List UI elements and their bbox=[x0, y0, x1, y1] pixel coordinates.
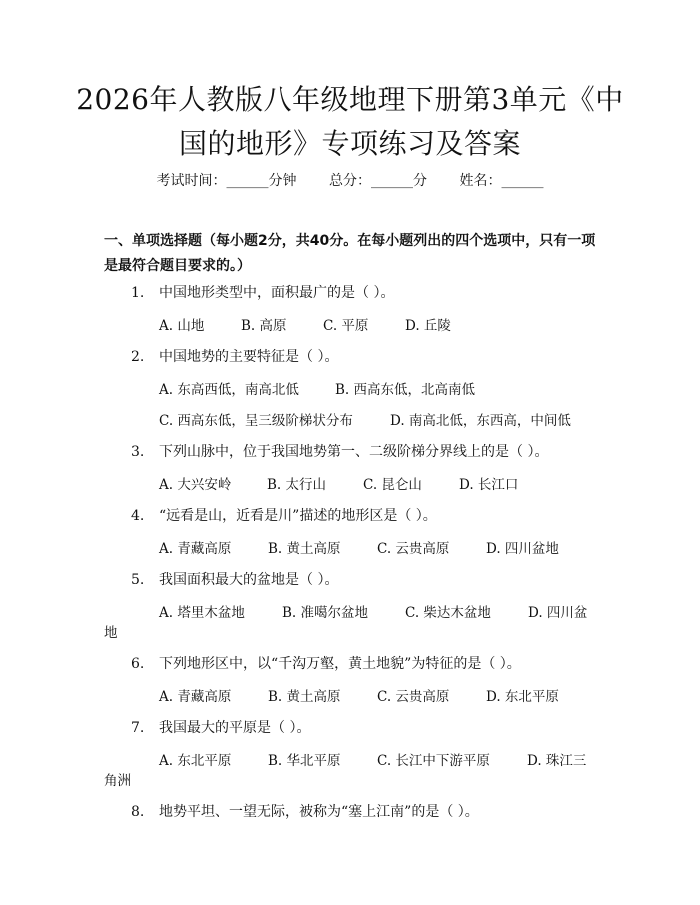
exam-name: 姓名：______ bbox=[459, 173, 544, 189]
question-5-option-d-wrap: 地 bbox=[104, 625, 118, 641]
option-a: A. 山地 bbox=[159, 318, 205, 334]
question-4-options bbox=[159, 537, 559, 557]
option-b: B. 黄土高原 bbox=[268, 541, 341, 557]
option-c: C. 昆仑山 bbox=[363, 477, 422, 493]
question-5-options bbox=[159, 601, 587, 621]
question-number: 1. bbox=[131, 285, 145, 301]
option-a: A. 塔里木盆地 bbox=[159, 605, 245, 621]
option-b: B. 准噶尔盆地 bbox=[282, 605, 369, 621]
option-a: A. 青藏高原 bbox=[159, 689, 232, 705]
option-d: D. 东北平原 bbox=[486, 689, 559, 705]
option-b: B. 黄土高原 bbox=[268, 689, 341, 705]
option-c: C. 柴达木盆地 bbox=[405, 605, 491, 621]
question-number: 5. bbox=[131, 572, 145, 588]
question-text: 中国地形类型中，面积最广的是（ ）。 bbox=[159, 285, 395, 301]
question-3-options bbox=[159, 473, 518, 493]
question-number: 8. bbox=[131, 804, 145, 820]
option-d: D. 长江口 bbox=[459, 477, 519, 493]
question-2-options-row-2 bbox=[159, 409, 571, 429]
option-b: B. 高原 bbox=[241, 318, 287, 334]
question-text: 我国最大的平原是（ ）。 bbox=[159, 720, 311, 736]
question-text: 下列地形区中，以“千沟万壑，黄土地貌”为特征的是（ ）。 bbox=[159, 656, 521, 672]
question-4 bbox=[131, 505, 437, 525]
question-5 bbox=[131, 569, 338, 589]
option-d: D. 南高北低，东西高，中间低 bbox=[390, 413, 571, 429]
option-d: D. 四川盆 bbox=[528, 605, 588, 621]
option-c: C. 云贵高原 bbox=[377, 541, 450, 557]
option-c: C. 云贵高原 bbox=[377, 689, 450, 705]
question-number: 3. bbox=[131, 444, 145, 460]
option-c: C. 长江中下游平原 bbox=[377, 753, 490, 769]
option-a: A. 东北平原 bbox=[159, 753, 232, 769]
question-text: 下列山脉中，位于我国地势第一、二级阶梯分界线上的是（ ）。 bbox=[159, 444, 549, 460]
question-8 bbox=[131, 801, 479, 821]
question-7-options bbox=[159, 749, 586, 769]
option-b: B. 太行山 bbox=[267, 477, 327, 493]
question-2-options-row-1 bbox=[159, 378, 475, 398]
option-c: C. 西高东低，呈三级阶梯状分布 bbox=[159, 413, 353, 429]
question-number: 4. bbox=[131, 508, 145, 524]
option-b: B. 华北平原 bbox=[268, 753, 341, 769]
option-b: B. 西高东低，北高南低 bbox=[335, 382, 476, 398]
option-a: A. 东高西低，南高北低 bbox=[159, 382, 299, 398]
option-d: D. 丘陵 bbox=[405, 318, 451, 334]
question-number: 7. bbox=[131, 720, 145, 736]
question-text: “远看是山，近看是川”描述的地形区是（ ）。 bbox=[159, 508, 437, 524]
question-text: 我国面积最大的盆地是（ ）。 bbox=[159, 572, 339, 588]
question-7-option-d-wrap: 角洲 bbox=[104, 773, 131, 789]
option-a: A. 大兴安岭 bbox=[159, 477, 232, 493]
option-c: C. 平原 bbox=[323, 318, 369, 334]
question-number: 6. bbox=[131, 656, 145, 672]
question-number: 2. bbox=[131, 349, 145, 365]
question-7 bbox=[131, 717, 310, 737]
title-line-2: 国的地形》专项练习及答案 bbox=[178, 127, 521, 160]
option-d: D. 珠江三 bbox=[527, 753, 587, 769]
exam-score: 总分：______分 bbox=[329, 173, 427, 189]
question-6 bbox=[131, 653, 521, 673]
question-3 bbox=[131, 441, 548, 461]
option-d: D. 四川盆地 bbox=[486, 541, 559, 557]
question-text: 中国地势的主要特征是（ ）。 bbox=[159, 349, 339, 365]
option-a: A. 青藏高原 bbox=[159, 541, 232, 557]
section-heading: 一、单项选择题（每小题2分，共40分。在每小题列出的四个选项中，只有一项是最符合题目要求的。） bbox=[104, 233, 596, 274]
exam-meta bbox=[0, 170, 700, 190]
title-line-1: 2026年人教版八年级地理下册第3单元《中 bbox=[76, 83, 624, 116]
question-text: 地势平坦、一望无际，被称为“塞上江南”的是（ ）。 bbox=[159, 804, 479, 820]
question-2 bbox=[131, 346, 338, 366]
page-title bbox=[60, 78, 640, 166]
question-1 bbox=[131, 282, 394, 302]
exam-time: 考试时间：______分钟 bbox=[156, 173, 297, 189]
question-1-options bbox=[159, 314, 451, 334]
question-6-options bbox=[159, 685, 559, 705]
